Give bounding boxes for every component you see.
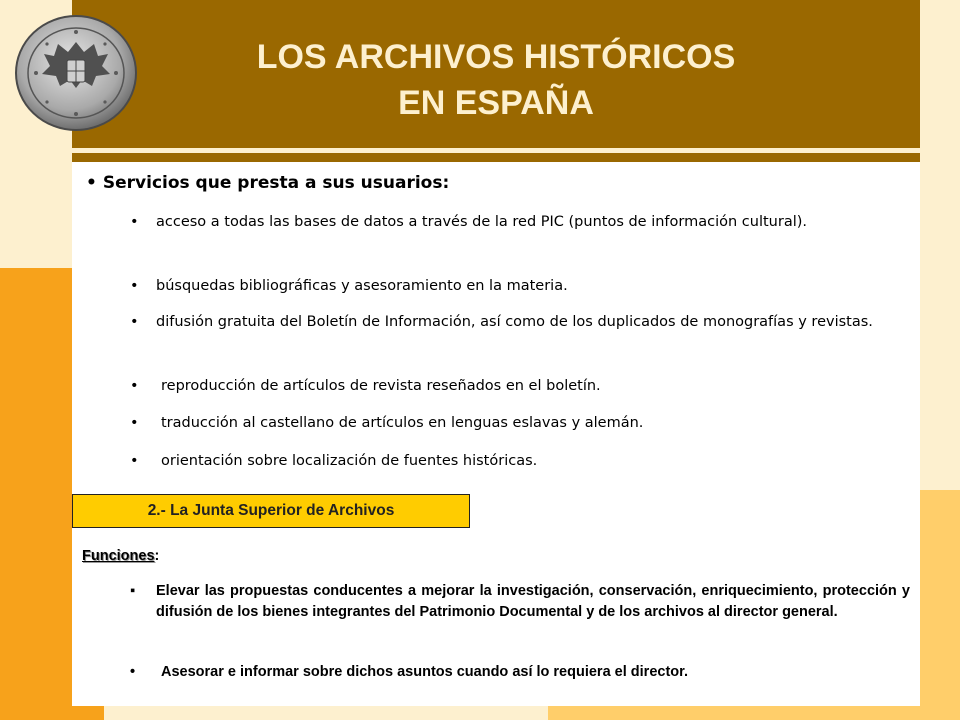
- function-item: [130, 662, 910, 683]
- service-item: [130, 449, 910, 473]
- services-heading-text: Servicios que presta a sus usuarios:: [102, 173, 450, 193]
- small-bullet-icon: ▪: [130, 583, 136, 599]
- bullet-icon: •: [130, 214, 139, 230]
- bullet-icon: •: [130, 664, 136, 680]
- service-item-text: acceso a todas las bases de datos a través de la red PIC (puntos de información cultural).: [156, 214, 808, 230]
- function-item: [130, 581, 910, 623]
- funciones-colon: :: [154, 548, 160, 564]
- service-item-text: orientación sobre localización de fuentes históricas.: [161, 453, 538, 469]
- right-background: [920, 0, 960, 490]
- service-item-text: traducción al castellano de artículos en lenguas eslavas y alemán.: [161, 415, 644, 431]
- header-divider: [72, 153, 920, 162]
- service-item: [130, 210, 910, 234]
- bullet-icon: •: [130, 415, 139, 431]
- function-item-text: Elevar las propuestas conducentes a mejorar la investigación, conservación, enriquecimiento, protección y difusión de los bienes integrantes del Patrimonio Documental y de los archivos al director general.: [156, 583, 910, 620]
- function-item-text: Asesorar e informar sobre dichos asuntos cuando así lo requiera el director.: [161, 664, 688, 680]
- bullet-icon: •: [86, 173, 97, 193]
- services-heading: [86, 173, 449, 193]
- page-title: [72, 34, 920, 126]
- bullet-icon: •: [130, 278, 139, 294]
- service-item: [130, 411, 910, 435]
- section-heading-box: 2.- La Junta Superior de Archivos: [72, 494, 470, 528]
- title-line-2: EN ESPAÑA: [398, 84, 594, 122]
- bullet-icon: •: [130, 378, 139, 394]
- service-item: [130, 274, 910, 298]
- service-item-text: búsquedas bibliográficas y asesoramiento en la materia.: [156, 278, 568, 294]
- bullet-icon: •: [130, 314, 139, 330]
- funciones-heading: [82, 548, 159, 564]
- bullet-icon: •: [130, 453, 139, 469]
- coat-of-arms-seal-icon: [14, 14, 138, 132]
- service-item: [130, 374, 910, 398]
- funciones-label: Funciones: [82, 548, 155, 564]
- service-item: [130, 310, 910, 334]
- title-line-1: LOS ARCHIVOS HISTÓRICOS: [256, 38, 736, 76]
- service-item-text: difusión gratuita del Boletín de Información, así como de los duplicados de monografías y revistas.: [156, 314, 873, 330]
- service-item-text: reproducción de artículos de revista reseñados en el boletín.: [161, 378, 601, 394]
